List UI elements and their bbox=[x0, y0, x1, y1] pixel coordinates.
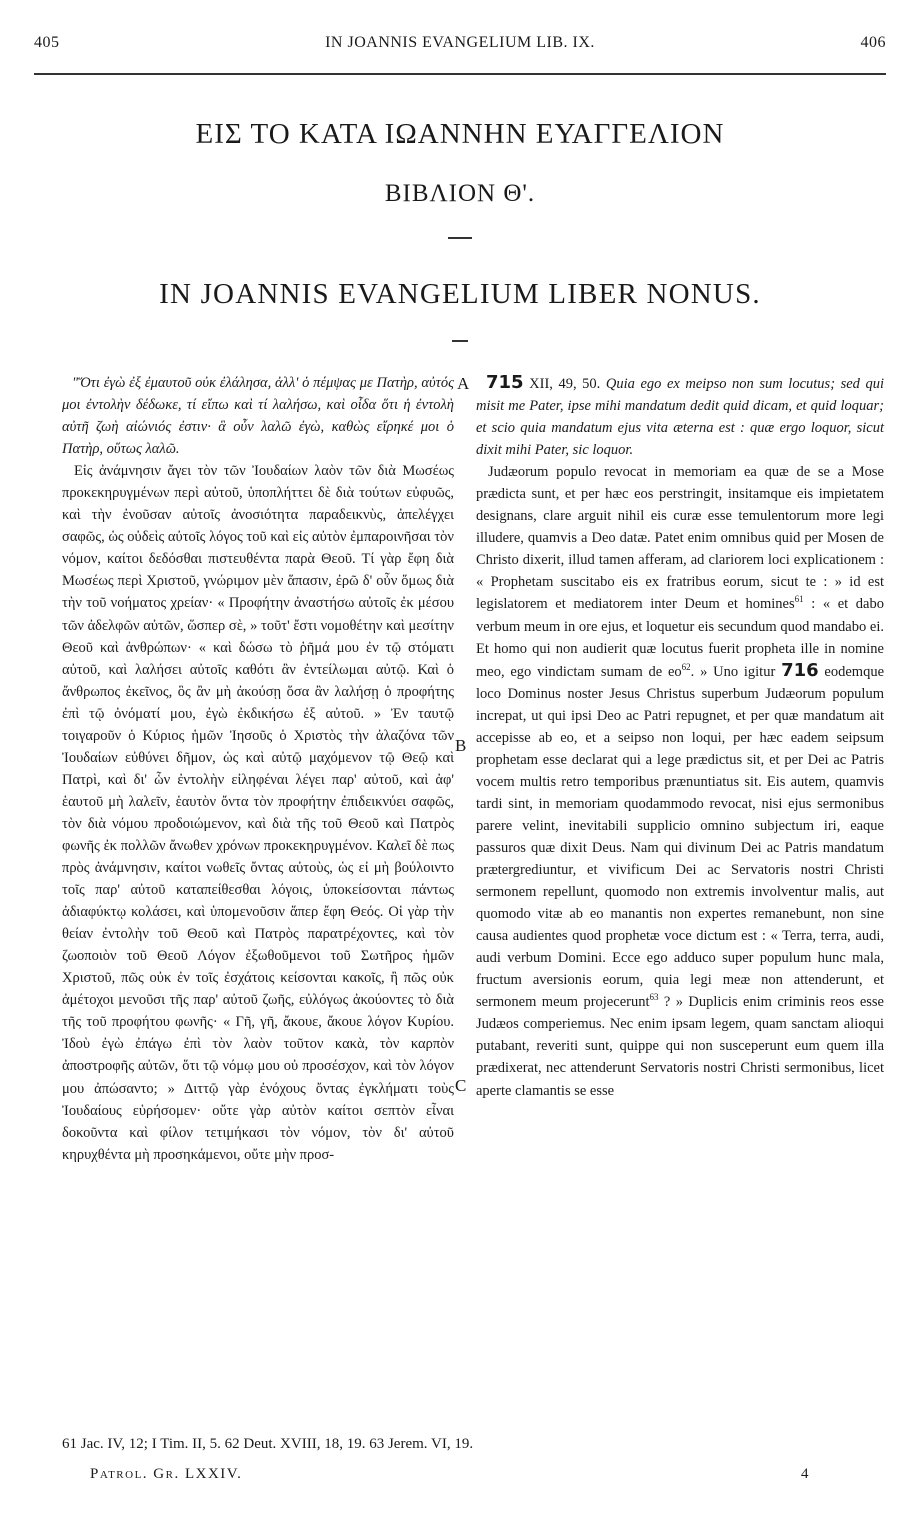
greek-commentary: Εἰς ἀνάμνησιν ἄγει τὸν τῶν Ἰουδαίων λαὸν τῶν διὰ Μωσέως προκεκηρυγμένων περὶ αὐτοῦ, ὑποπλήττει δὲ διὰ τούτων εὐφυῶς, καὶ τὴν ἐνοῦσαν αὐτοῖς ἀνοσιότητα παραδεικνὺς, ἀπελέγχει σαφῶς, ὡς οὐδεὶς αὐτοῖς λόγος τοῦ καὶ εἰς αὐτὸν ἐμπαροινῆσαι τὸν νόμον, καίτοι δεδόσθαι πιστευθέντα παρὰ Θεοῦ. Τί γὰρ ἔφη διὰ Μωσέως περὶ Χριστοῦ, γνώριμον μὲν ἅπασιν, ἐρῶ δ' οὖν ὅμως διὰ τὴν τοῦ νοήματος χρείαν· « Προφήτην ἀναστήσω αὐτοῖς ἐκ μέσου τῶν ἀδελφῶν αὐτῶν, ὥσπερ σὲ, » τοῦτ' ἔστι νομοθέτην καὶ μεσίτην Θεοῦ καὶ ἀνθρώπων· « καὶ δώσω τὸ ῥῆμά μου ἐν τῷ στόματι αὐτοῦ, καὶ λαλήσει αὐτοῖς καθότι ἂν ἐντείλωμαι αὐτῷ. Καὶ ὁ ἄνθρωπος ἐκεῖνος, ὃς ἂν μὴ ἀκούσῃ ὅσα ἂν λαλήσῃ ὁ προφήτης ἐπὶ τῷ ὀνόματί μου, ἐγὼ ἐκδικήσω ἐξ αὐτοῦ. » Ἐν ταυτῷ τοιγαροῦν ὁ Κύριος ἡμῶν Ἰησοῦς ὁ Χριστὸς τὴν ἀλαζόνα τῶν Ἰουδαίων εὐθύνει δῆμον, ὡς καὶ αὐτῷ μαχόμενον τῷ Θεῷ καὶ Πατρὶ, καὶ δι' ὧν ἐντολὴν εἰληφέναι λέγει παρ' αὐτοῦ, καὶ ἀφ' ἑαυτοῦ μὴ λαλεῖν, ἑαυτὸν ὄντα τὸν προφήτην ἐπιδεικνύει σαφῶς, τὸν διὰ νόμου προδοιώμενον, καὶ διὰ τῆς τοῦ Θεοῦ καὶ Πατρὸς φωνῆς ἐκ πολλῶν ἄνωθεν χρόνων προκεκηρυγμένον. Καλεῖ δὲ πως πρὸς ἀνάμνησιν, καίτοι νωθεῖς ὄντας αὐτοὺς, ὡς εἰ μὴ βούλοιντο τοῖς παρ' αὐτοῦ καταπείθεσθαι λόγοις, ὑποκείσονται πάντως ἀδιαφύκτῳ κολάσει, καὶ ὑπομενοῦσιν ἅπερ ἔφη Θεός. Οἱ γὰρ τὴν θείαν ἐντολὴν τοῦ Θεοῦ καὶ Πατρὸς παρατρέχοντες, καὶ τὸν ζωοποιὸν τοῦ Θεοῦ Λόγον ἐξωθοῦμενοι τοῦ Σωτῆρος ἡμῶν Χριστοῦ, πῶς οὐκ ἐν τοῖς ἐσχάτοις κείσονται κακοῖς, ἢ πῶς οὐκ ἀμέτοχοι μενοῦσι τῆς παρ' αὐτοῦ ζωῆς, εὐλόγως ἀκούοντες τὸ διὰ τῆς τοῦ προφήτου φωνῆς· « Γῆ, γῆ, ἄκουε, ἄκουε λόγον Κυρίου. Ἰδοὺ ἐγὼ ἐπάγω ἐπὶ τὸν λαὸν τοῦτον κακὰ, τὸν καρπὸν ἀποστροφῆς αὐτῶν, ὅτι τῷ νόμῳ μου οὐ προσέσχον, καὶ τὸν λόγον μου ἀπώσαντο; » Διττῷ γὰρ ἐνόχους ὄντας ἐγκλήματι τοὺς Ἰουδαίους εὑρήσομεν· οὔτε γὰρ αὐτὸν καίτοι σεπτὸν εἶναι δοκοῦντα καὶ φίλον τετιμήκασι τὸν νόμον, τὸν δι' αὐτοῦ κηρυχθέντα μὴ προσηκάμενοι, οὔτε μὴν προσ- bbox=[62, 463, 454, 1163]
latin-text-b: : « et dabo verbum meum in ore ejus, et loquetur eis secundum quod mandabo ei. Et homo qui non audierit quæ locutus fuerit propheta ille in nomine meo, ego vindictam sumam de eo bbox=[476, 596, 884, 680]
latin-lead-verse bbox=[476, 372, 884, 461]
latin-lead-text: Quia ego ex meipso non sum locutus; sed qui misit me Pater, ipse mihi mandatum dedit quid dicam, et quid loquar; et scio quia mandatum ejus vita æterna est : quæ ergo loquor, sicut dixit mihi Pater, sic loquor. bbox=[476, 376, 885, 459]
margin-mark-c: C bbox=[455, 1076, 467, 1095]
latin-title: IN JOANNIS EVANGELIUM LIBER NONUS. bbox=[159, 278, 761, 310]
latin-commentary bbox=[476, 461, 884, 1101]
margin-mark-b: B bbox=[455, 736, 467, 755]
column-number: 715 bbox=[486, 372, 524, 393]
latin-text-a: Judæorum populo revocat in memoriam ea quæ de se a Mose prædicta sunt, et per hæc eos perstringit, insitamque eis impietatem designans, clare arguit nihil eis curæ esse temulentorum more legi illudere, quamvis a Deo datæ. Patet enim omnibus quid per Mosen de Christo dixerit, illud tamen afferam, ad clariorem loci explicationem : « Prophetam suscitabo eis ex fratribus eorum, sicut te : » id est legislatorem et mediatorem inter Deum et homines bbox=[476, 464, 884, 613]
header-rule bbox=[34, 73, 886, 75]
title-divider bbox=[448, 237, 472, 239]
running-title: IN JOANNIS EVANGELIUM LIB. IX. bbox=[325, 34, 595, 51]
greek-book-title: ΒΙΒΛΙΟΝ Θ'. bbox=[384, 180, 536, 207]
left-page-number: 405 bbox=[34, 34, 60, 51]
title-divider-2 bbox=[452, 340, 468, 342]
greek-title: ΕΙΣ ΤΟ ΚΑΤΑ ΙΩΑΝΝΗΝ ΕΥΑΓΓΕΛΙΟΝ bbox=[195, 118, 725, 150]
latin-text-e: ? » Duplicis enim criminis reos esse Judæos comperiemus. Nec enim ipsam legem, quam sanctam alioqui putabant, reveriti sunt, quippe qui non susceperunt eum quem illa prædixerat, nec attenderunt Servatoris nostri Christi sermonibus, licet aperte clamantis se esse bbox=[476, 994, 884, 1099]
column-number-2: 716 bbox=[781, 659, 819, 681]
running-header bbox=[34, 34, 886, 60]
footnote-ref-62: 62 bbox=[681, 661, 691, 672]
page-footer bbox=[90, 1466, 810, 1488]
latin-column bbox=[476, 372, 884, 1102]
latin-text-d: eodemque loco Dominus noster Jesus Christus superbum Judæorum populum increpat, ut qui ipsi Deo ac Patri repugnet, et per quæ mandatum ait accepisse ab eo, et a seipso non loqui, per hæc eadem seipsum prophetam esse declarat qui a lege prædictus sit, et per Dei ac Patris vocem multis retro temporibus prænuntiatus sit. Eis autem, quamvis tardi sint, in memoriam quodammodo revocat, nisi ejus sermonibus parere velint, inevitabili supplicio omnino subjectum iri, eaque passuros quæ dixit Deus. Nam qui divinum Dei ac Patris mandatum prætergrediuntur, et vivificum Dei ac Servatoris nostri Christi sermonem repellunt, quomodo non extremis involventur malis, aut quomodo vitæ ab eo manantis non expertes remanebunt, non sine causa audientes quod prophetæ voce dictum est : « Terra, terra, audi, audi verbum Domini. Ecce ego adduco super populum hunc mala, fructum aversionis eorum, quia legi meæ non attenderunt, et sermonem meum projecerunt bbox=[476, 663, 885, 1011]
greek-column bbox=[62, 372, 454, 1166]
right-page-number: 406 bbox=[860, 34, 886, 51]
verse-reference: XII, 49, 50. bbox=[529, 376, 601, 392]
signature-number: 4 bbox=[801, 1466, 810, 1482]
footnotes: 61 Jac. IV, 12; I Tim. II, 5. 62 Deut. XVIII, 18, 19. 63 Jerem. VI, 19. bbox=[62, 1436, 474, 1452]
greek-lead-verse: "Ὅτι ἐγὼ ἐξ ἐμαυτοῦ οὐκ ἐλάλησα, ἀλλ' ὁ πέμψας με Πατὴρ, αὐτός μοι ἐντολὴν δέδωκε, τί εἴπω καὶ τί λαλήσω, καὶ οἶδα ὅτι ἡ ἐντολὴ αὐτῆ ζωὴ αἰώνιός ἐστιν· ἃ οὖν λαλῶ ἐγὼ, καθὼς εἴρηκέ μοι ὁ Πατὴρ, οὕτως λαλῶ. bbox=[62, 375, 454, 458]
latin-text-c: . » Uno igitur bbox=[690, 663, 776, 680]
volume-signature: Patrol. Gr. LXXIV. bbox=[90, 1466, 243, 1482]
footnote-ref-63: 63 bbox=[649, 992, 659, 1003]
footnote-ref-61: 61 bbox=[794, 594, 804, 605]
margin-mark-a: A bbox=[457, 374, 470, 393]
